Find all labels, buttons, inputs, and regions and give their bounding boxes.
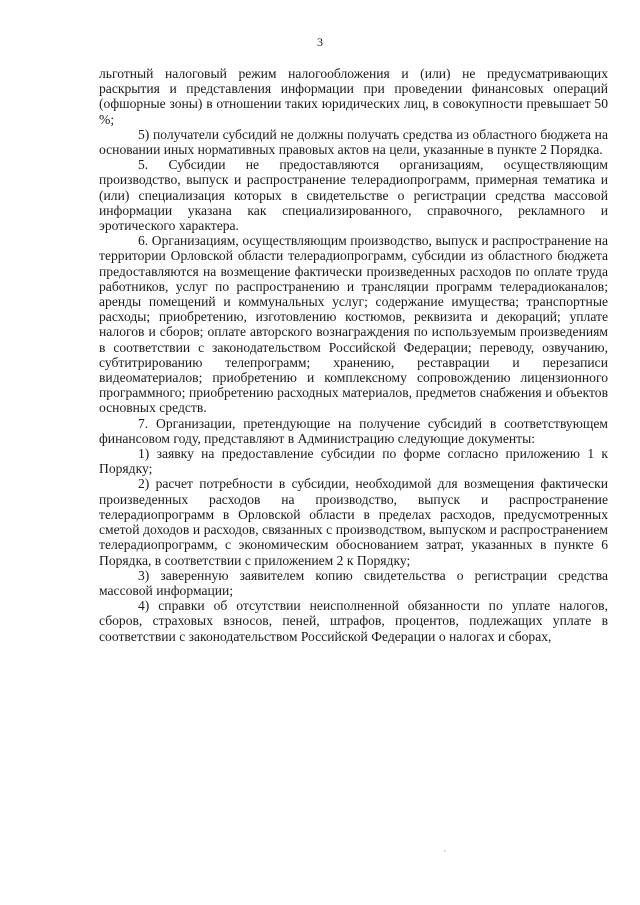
page-number: 3 <box>317 35 323 49</box>
paragraph-doc-2-subsidy-calculation: 2) расчет потребности в субсидии, необходимой для возмещения фактически произведенных расходов на производство, выпуск и распространение телерадиопрограмм в Орловской области в пределах расходов, предусмотренных сметой доходов и расходов, связанных с производством, выпуском и распространением телерадиопрограмм, с экономическим обоснованием затрат, указанных в пункте 6 Порядка, в соответствии с приложением 2 к Порядку; <box>99 476 608 568</box>
paragraph-clause-6-reimbursable-costs: 6. Организациям, осуществляющим производство, выпуск и распространение на территории Орловской области телерадиопрограмм, субсидии из областного бюджета предоставляются на возмещение фактически произведенных расходов по оплате труда работников, услуг по распространению и трансляции программ телерадиоканалов; аренды помещений и коммунальных услуг; содержание имущества; транспортные расходы; приобретению, изготовлению костюмов, реквизита и декораций; уплате налогов и сборов; оплате авторского вознаграждения по используемым произведениям в соответствии с законодательством Российской Федерации; переводу, озвучанию, субтитрированию телепрограмм; хранению, реставрации и перезаписи видеоматериалов; приобретению и комплексному сопровождению лицензионного программного; приобретению расходных материалов, предметов снабжения и объектов основных средств. <box>99 233 608 416</box>
paragraph-clause-5-exclusions: 5. Субсидии не предоставляются организациям, осуществляющим производство, выпуск и распространение телерадиопрограмм, примерная тематика и (или) специализация которых в свидетельстве о регистрации средства массовой информации указана как специализированного, справочного, рекламного и эротического характера. <box>99 157 608 234</box>
paragraph-clause-7-required-documents: 7. Организации, претендующие на получение субсидий в соответствующем финансовом году, представляют в Администрацию следующие документы: <box>99 415 608 446</box>
paragraph-doc-4-tax-certificates: 4) справки об отсутствии неисполненной обязанности по уплате налогов, сборов, страховых взносов, пеней, штрафов, процентов, подлежащих уплате в соответствии с законодательством Российской Федерации о налогах и сборах, <box>99 598 608 644</box>
paragraph-offshore-continuation: льготный налоговый режим налогообложения и (или) не предусматривающих раскрытия и представления информации при проведении финансовых операций (офшорные зоны) в отношении таких юридических лиц, в совокупности превышает 50 %; <box>99 66 608 127</box>
paragraph-doc-3-registration-copy: 3) заверенную заявителем копию свидетельства о регистрации средства массовой информации; <box>99 567 608 598</box>
paragraph-item-5-no-other-funding: 5) получатели субсидий не должны получать средства из областного бюджета на основании иных нормативных правовых актов на цели, указанные в пункте 2 Порядка. <box>99 126 608 158</box>
document-body <box>99 66 608 644</box>
scan-speck <box>444 850 446 852</box>
paragraph-doc-1-application: 1) заявку на предоставление субсидии по форме согласно приложению 1 к Порядку; <box>99 446 608 477</box>
